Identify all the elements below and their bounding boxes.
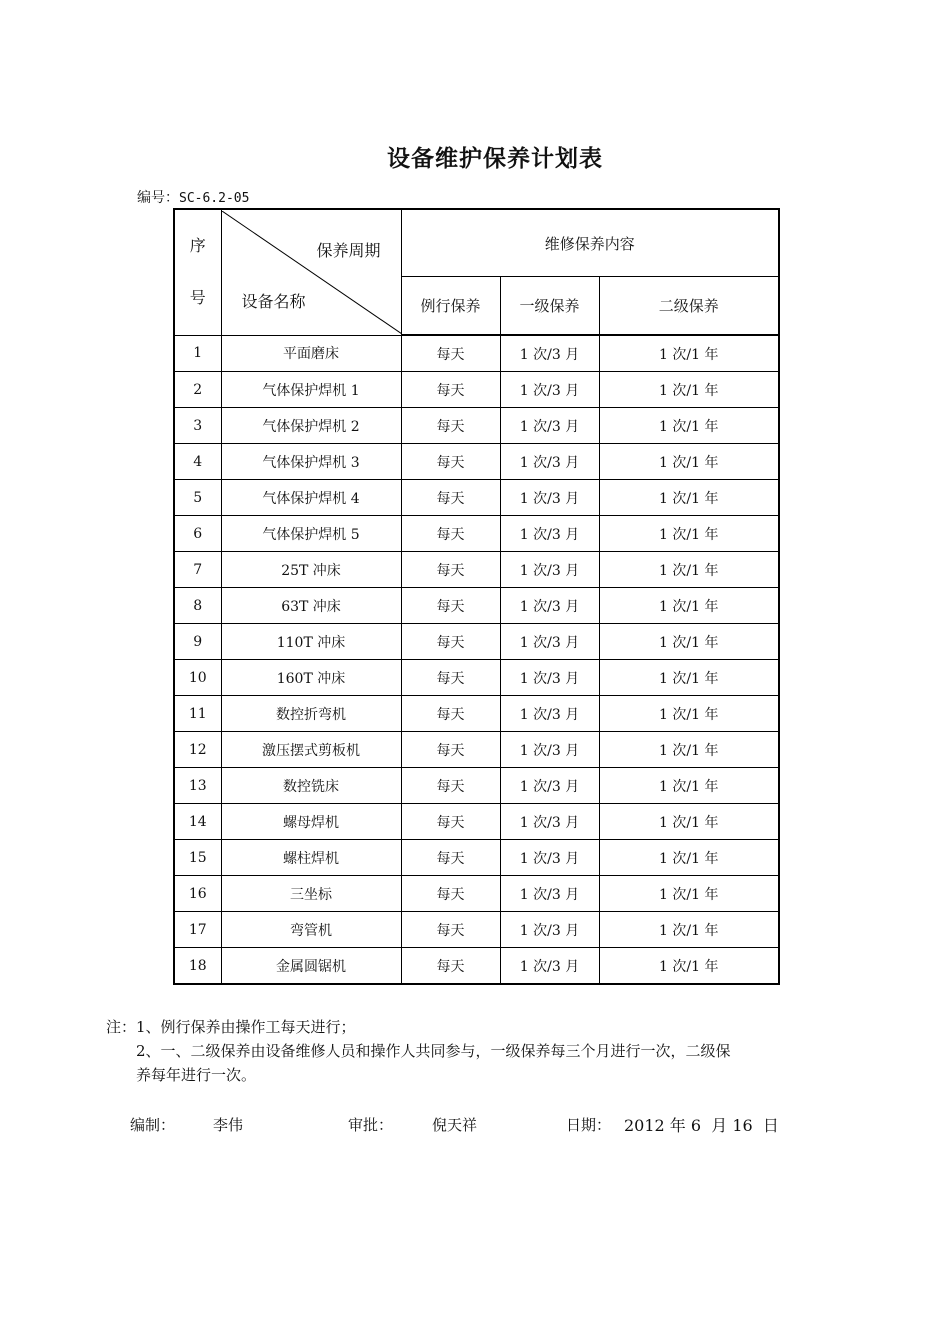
level1-cell: 1 次/3 月 bbox=[500, 335, 599, 372]
level2-cell: 1 次/1 年 bbox=[599, 660, 779, 696]
level1-cell: 1 次/3 月 bbox=[500, 912, 599, 948]
device-name-cell: 数控折弯机 bbox=[221, 696, 401, 732]
level2-cell: 1 次/1 年 bbox=[599, 876, 779, 912]
level1-cell: 1 次/3 月 bbox=[500, 408, 599, 444]
level1-cell: 1 次/3 月 bbox=[500, 624, 599, 660]
approver-label: 审批： bbox=[348, 1116, 394, 1134]
device-name-cell: 63T 冲床 bbox=[221, 588, 401, 624]
table-row bbox=[174, 876, 779, 912]
level2-cell: 1 次/1 年 bbox=[599, 480, 779, 516]
note-line-2: 2、一、二级保养由设备维修人员和操作人共同参与，一级保养每三个月进行一次，二级保 bbox=[136, 1042, 731, 1060]
table-row bbox=[174, 660, 779, 696]
level1-cell: 1 次/3 月 bbox=[500, 876, 599, 912]
routine-cell: 每天 bbox=[401, 552, 500, 588]
diagonal-header-cell bbox=[221, 209, 401, 335]
document-number bbox=[137, 187, 249, 207]
row-number-cell: 8 bbox=[174, 588, 221, 624]
row-number-cell: 1 bbox=[174, 335, 221, 372]
row-number-cell: 7 bbox=[174, 552, 221, 588]
level1-cell: 1 次/3 月 bbox=[500, 804, 599, 840]
routine-cell: 每天 bbox=[401, 876, 500, 912]
level1-cell: 1 次/3 月 bbox=[500, 480, 599, 516]
level2-cell: 1 次/1 年 bbox=[599, 552, 779, 588]
level1-cell: 1 次/3 月 bbox=[500, 372, 599, 408]
routine-cell: 每天 bbox=[401, 516, 500, 552]
routine-cell: 每天 bbox=[401, 480, 500, 516]
table-header-row bbox=[174, 209, 779, 277]
level1-cell: 1 次/3 月 bbox=[500, 588, 599, 624]
level2-cell: 1 次/1 年 bbox=[599, 335, 779, 372]
routine-cell: 每天 bbox=[401, 335, 500, 372]
document-number-label: 编号： bbox=[137, 190, 179, 206]
level2-cell: 1 次/1 年 bbox=[599, 696, 779, 732]
routine-cell: 每天 bbox=[401, 624, 500, 660]
seq-header-char-2: 号 bbox=[189, 288, 206, 308]
level2-cell: 1 次/1 年 bbox=[599, 732, 779, 768]
device-name-label: 设备名称 bbox=[241, 291, 306, 311]
level2-cell: 1 次/1 年 bbox=[599, 516, 779, 552]
level1-cell: 1 次/3 月 bbox=[500, 516, 599, 552]
level2-cell: 1 次/1 年 bbox=[599, 624, 779, 660]
date-label: 日期： bbox=[566, 1116, 612, 1134]
document-number-value: SC-6.2-05 bbox=[179, 191, 250, 206]
diagonal-divider bbox=[222, 211, 402, 334]
level2-cell: 1 次/1 年 bbox=[599, 804, 779, 840]
routine-cell: 每天 bbox=[401, 768, 500, 804]
table-row bbox=[174, 804, 779, 840]
table-row bbox=[174, 480, 779, 516]
approver-name: 倪天祥 bbox=[432, 1116, 478, 1134]
table-row bbox=[174, 732, 779, 768]
date-value: 2012 年 6 月 16 日 bbox=[624, 1116, 779, 1135]
row-number-cell: 6 bbox=[174, 516, 221, 552]
table-row bbox=[174, 768, 779, 804]
row-number-cell: 12 bbox=[174, 732, 221, 768]
device-name-cell: 气体保护焊机 2 bbox=[221, 408, 401, 444]
routine-cell: 每天 bbox=[401, 804, 500, 840]
seq-header-char-1: 序 bbox=[189, 236, 206, 256]
row-number-cell: 15 bbox=[174, 840, 221, 876]
device-name-cell: 气体保护焊机 4 bbox=[221, 480, 401, 516]
maintenance-period-label: 保养周期 bbox=[316, 240, 381, 260]
row-number-cell: 3 bbox=[174, 408, 221, 444]
seq-header bbox=[174, 209, 221, 335]
note-line-1: 注：1、例行保养由操作工每天进行； bbox=[106, 1018, 356, 1036]
table-row bbox=[174, 696, 779, 732]
level1-cell: 1 次/3 月 bbox=[500, 696, 599, 732]
level2-cell: 1 次/1 年 bbox=[599, 444, 779, 480]
routine-maintenance-header: 例行保养 bbox=[401, 277, 500, 336]
maintenance-plan-table bbox=[173, 208, 780, 985]
device-name-cell: 25T 冲床 bbox=[221, 552, 401, 588]
routine-cell: 每天 bbox=[401, 444, 500, 480]
table-row bbox=[174, 552, 779, 588]
maintenance-content-header: 维修保养内容 bbox=[401, 209, 779, 277]
level1-maintenance-header: 一级保养 bbox=[500, 277, 599, 336]
level1-cell: 1 次/3 月 bbox=[500, 768, 599, 804]
level1-cell: 1 次/3 月 bbox=[500, 444, 599, 480]
level2-cell: 1 次/1 年 bbox=[599, 408, 779, 444]
row-number-cell: 5 bbox=[174, 480, 221, 516]
row-number-cell: 18 bbox=[174, 948, 221, 985]
row-number-cell: 11 bbox=[174, 696, 221, 732]
row-number-cell: 10 bbox=[174, 660, 221, 696]
notes-section bbox=[106, 1015, 786, 1087]
device-name-cell: 平面磨床 bbox=[221, 335, 401, 372]
device-name-cell: 螺柱焊机 bbox=[221, 840, 401, 876]
device-name-cell: 气体保护焊机 1 bbox=[221, 372, 401, 408]
table-row bbox=[174, 912, 779, 948]
device-name-cell: 三坐标 bbox=[221, 876, 401, 912]
table-row bbox=[174, 948, 779, 985]
level2-cell: 1 次/1 年 bbox=[599, 588, 779, 624]
level2-maintenance-header: 二级保养 bbox=[599, 277, 779, 336]
table-row bbox=[174, 408, 779, 444]
editor-name: 李伟 bbox=[213, 1116, 244, 1134]
level1-cell: 1 次/3 月 bbox=[500, 660, 599, 696]
level1-cell: 1 次/3 月 bbox=[500, 948, 599, 985]
device-name-cell: 螺母焊机 bbox=[221, 804, 401, 840]
row-number-cell: 17 bbox=[174, 912, 221, 948]
device-name-cell: 气体保护焊机 3 bbox=[221, 444, 401, 480]
level1-cell: 1 次/3 月 bbox=[500, 840, 599, 876]
routine-cell: 每天 bbox=[401, 408, 500, 444]
page-title: 设备维护保养计划表 bbox=[387, 145, 603, 172]
table-row bbox=[174, 840, 779, 876]
level1-cell: 1 次/3 月 bbox=[500, 552, 599, 588]
routine-cell: 每天 bbox=[401, 660, 500, 696]
routine-cell: 每天 bbox=[401, 696, 500, 732]
routine-cell: 每天 bbox=[401, 912, 500, 948]
table-row bbox=[174, 335, 779, 372]
device-name-cell: 弯管机 bbox=[221, 912, 401, 948]
routine-cell: 每天 bbox=[401, 732, 500, 768]
table-row bbox=[174, 624, 779, 660]
routine-cell: 每天 bbox=[401, 840, 500, 876]
editor-label: 编制： bbox=[130, 1116, 176, 1134]
table-row bbox=[174, 372, 779, 408]
routine-cell: 每天 bbox=[401, 948, 500, 985]
row-number-cell: 16 bbox=[174, 876, 221, 912]
row-number-cell: 13 bbox=[174, 768, 221, 804]
row-number-cell: 9 bbox=[174, 624, 221, 660]
level1-cell: 1 次/3 月 bbox=[500, 732, 599, 768]
device-name-cell: 160T 冲床 bbox=[221, 660, 401, 696]
table-row bbox=[174, 444, 779, 480]
routine-cell: 每天 bbox=[401, 372, 500, 408]
device-name-cell: 激压摆式剪板机 bbox=[221, 732, 401, 768]
table-row bbox=[174, 516, 779, 552]
device-name-cell: 110T 冲床 bbox=[221, 624, 401, 660]
device-name-cell: 气体保护焊机 5 bbox=[221, 516, 401, 552]
row-number-cell: 14 bbox=[174, 804, 221, 840]
level2-cell: 1 次/1 年 bbox=[599, 768, 779, 804]
routine-cell: 每天 bbox=[401, 588, 500, 624]
device-name-cell: 数控铣床 bbox=[221, 768, 401, 804]
table-row bbox=[174, 588, 779, 624]
level2-cell: 1 次/1 年 bbox=[599, 372, 779, 408]
note-line-3: 养每年进行一次。 bbox=[136, 1066, 257, 1084]
level2-cell: 1 次/1 年 bbox=[599, 840, 779, 876]
row-number-cell: 2 bbox=[174, 372, 221, 408]
level2-cell: 1 次/1 年 bbox=[599, 948, 779, 985]
device-name-cell: 金属圆锯机 bbox=[221, 948, 401, 985]
row-number-cell: 4 bbox=[174, 444, 221, 480]
level2-cell: 1 次/1 年 bbox=[599, 912, 779, 948]
